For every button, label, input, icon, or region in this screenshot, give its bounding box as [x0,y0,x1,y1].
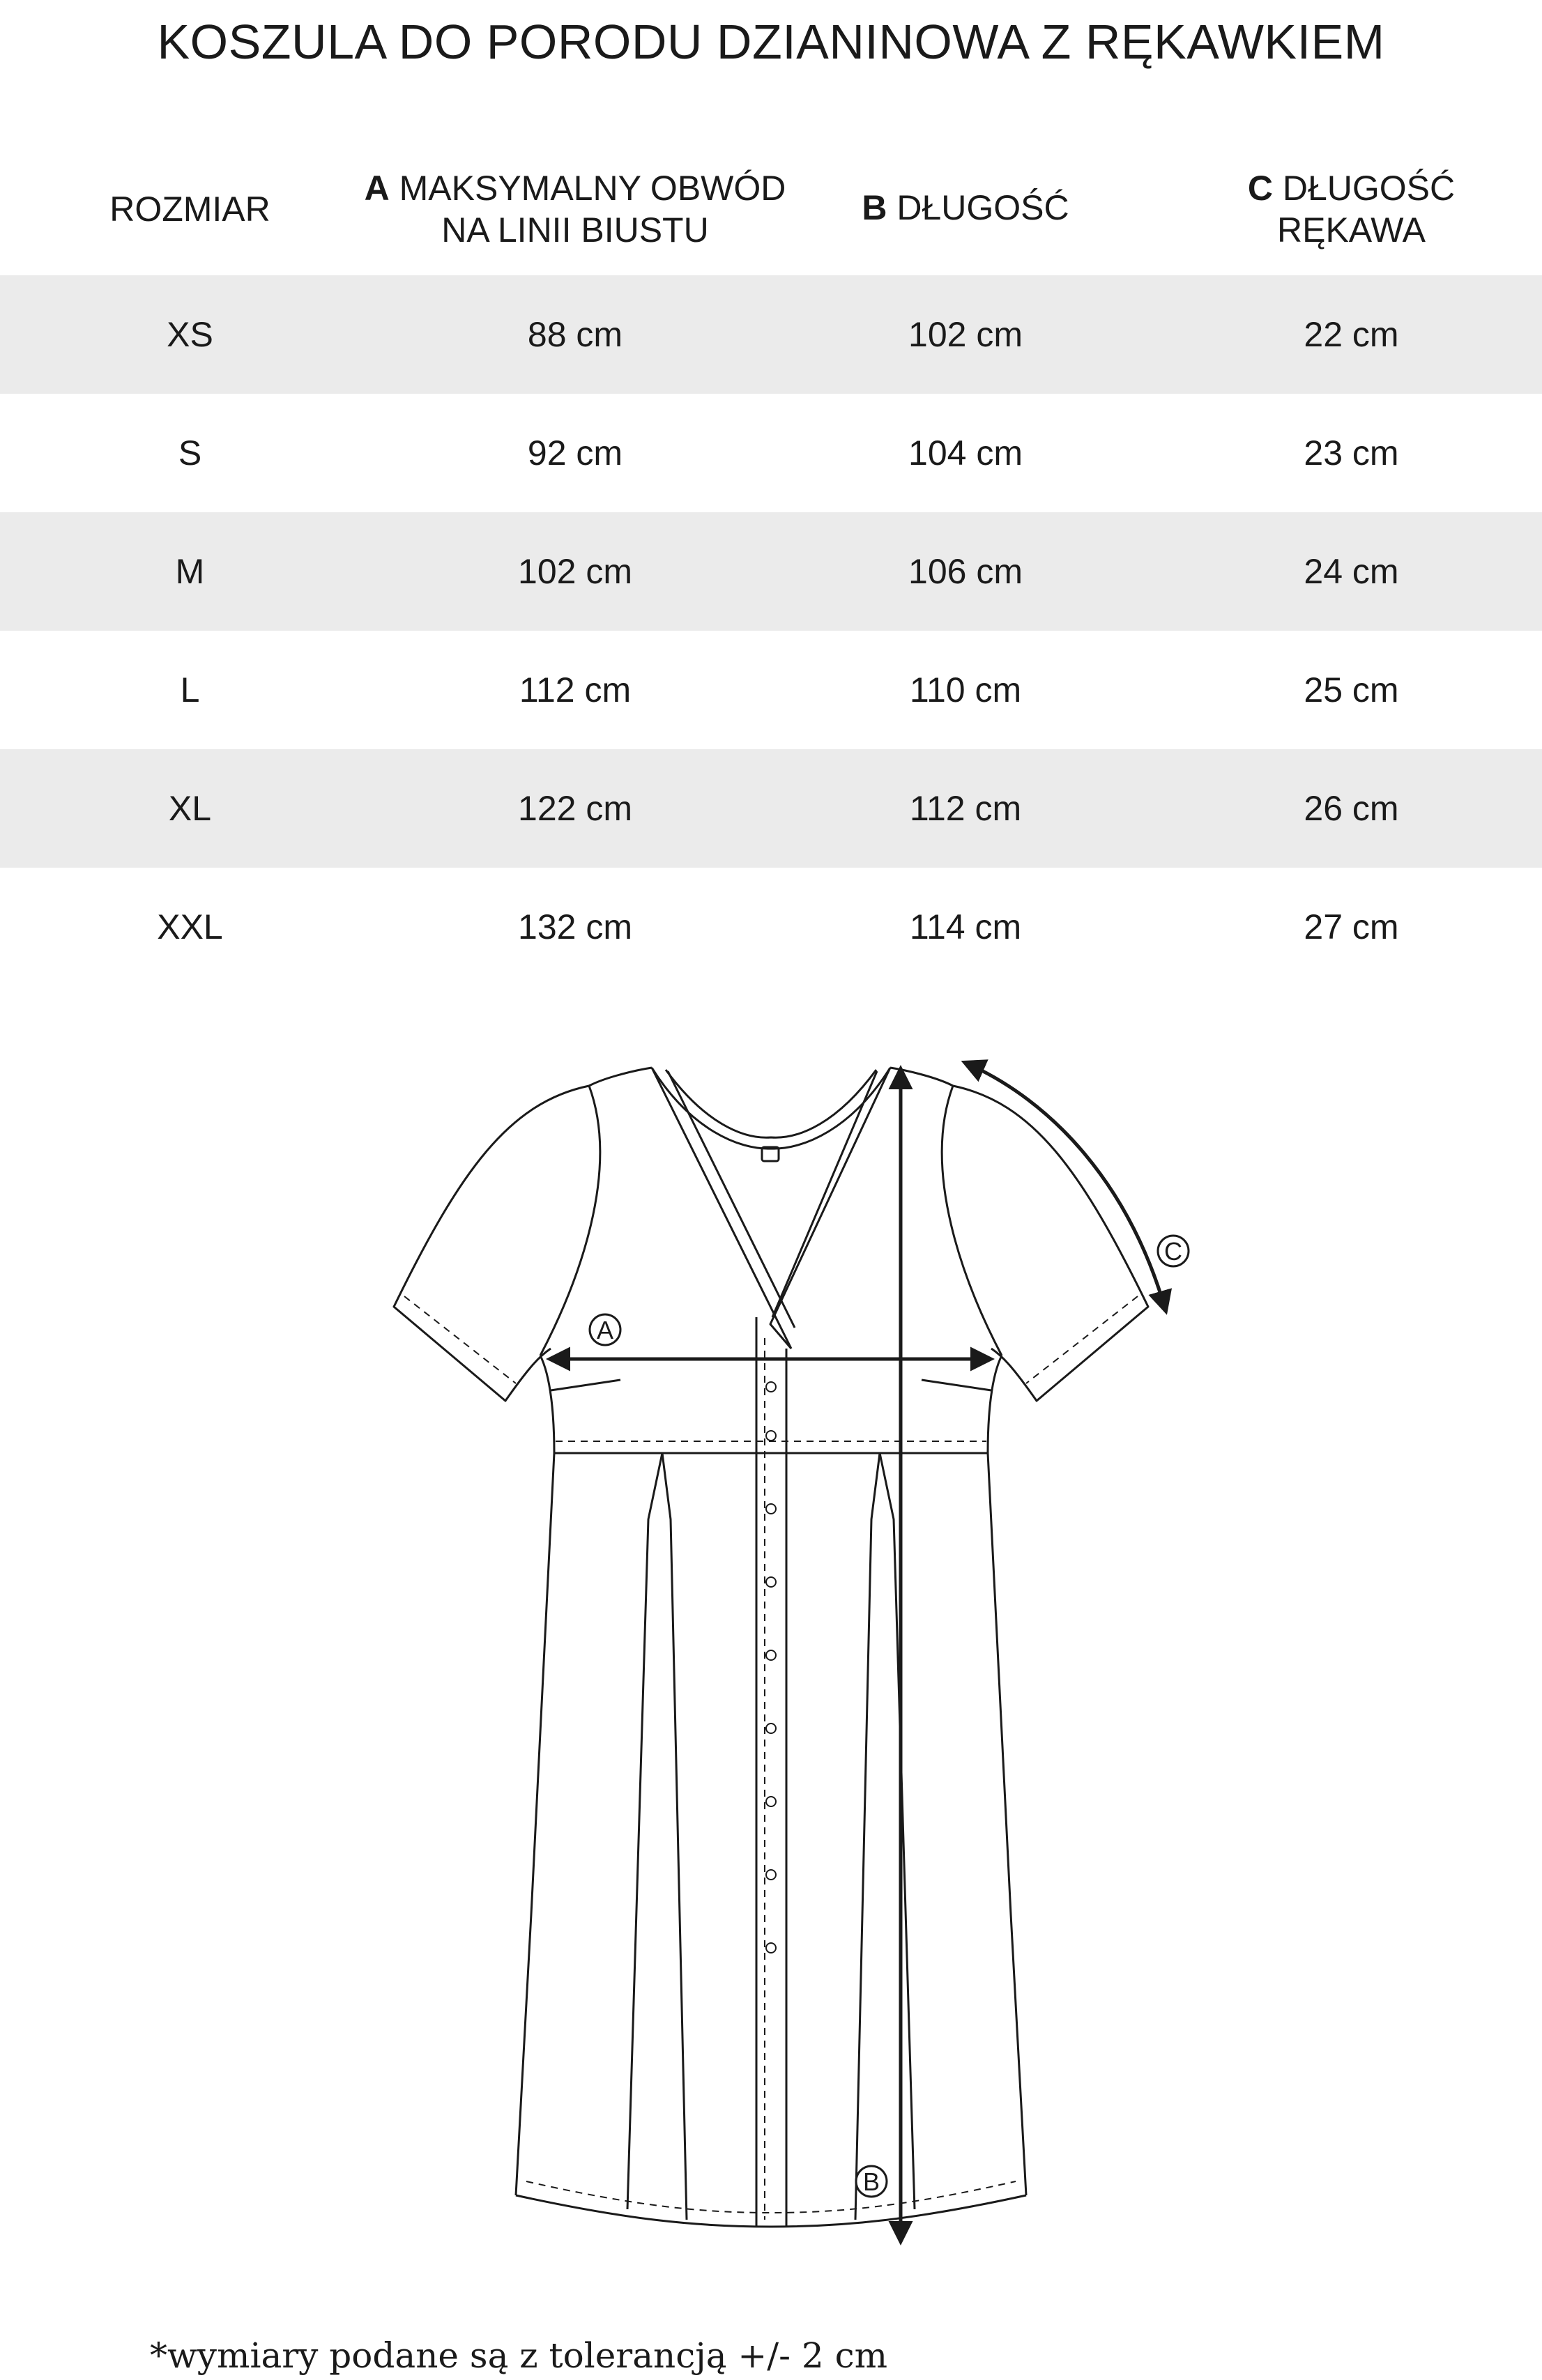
sleeve-cell: 26 cm [1304,789,1399,828]
table-row [0,631,1542,749]
label-c-marker [1158,1236,1189,1266]
length-cell: 110 cm [909,670,1022,709]
sleeve-cell: 25 cm [1304,670,1399,709]
header-a-line1: MAKSYMALNY OBWÓD [399,169,786,208]
bust-cell: 132 cm [518,907,632,946]
size-cell: L [180,670,200,709]
footnote: *wymiary podane są z tolerancją +/- 2 cm [150,2335,888,2376]
table-row [0,394,1542,512]
label-a-marker [590,1314,620,1345]
header-c-line2: RĘKAWA [1277,210,1426,249]
label-b-marker [856,2166,887,2197]
length-cell: 102 cm [908,315,1023,354]
length-cell: 112 cm [909,789,1022,828]
header-b [770,187,1161,229]
bust-cell: 92 cm [527,433,623,473]
header-c-line1: DŁUGOŚĆ [1282,169,1456,208]
table-row [0,512,1542,631]
size-cell: XS [167,315,213,354]
header-a-letter: A [364,169,390,208]
table-row [0,275,1542,394]
bust-cell: 102 cm [518,552,632,591]
header-a-line2: NA LINII BIUSTU [441,210,709,249]
sleeve-cell: 23 cm [1304,433,1399,473]
sleeve-cell: 22 cm [1304,315,1399,354]
length-cell: 114 cm [909,907,1022,946]
bust-cell: 122 cm [518,789,632,828]
table-row [0,749,1542,868]
header-size [0,188,380,230]
header-c-letter: C [1247,169,1273,208]
garment-diagram [0,1038,1542,2321]
garment-outline [394,1068,1148,2227]
label-a: A [596,1316,614,1344]
size-cell: XXL [157,907,223,946]
page-title: KOSZULA DO PORODU DZIANINOWA Z RĘKAWKIEM [157,15,1385,69]
header-b-letter: B [862,188,887,227]
stitch-lines [404,1296,1138,2220]
label-b: B [862,2167,880,2196]
bust-cell: 112 cm [519,670,632,709]
buttons [766,1382,776,1953]
size-cell: XL [168,789,212,828]
bust-cell: 88 cm [527,315,623,354]
sleeve-cell: 24 cm [1304,552,1399,591]
header-a [352,167,798,251]
size-cell: M [175,552,205,591]
size-cell: S [178,433,202,473]
label-c: C [1164,1237,1182,1266]
header-c [1161,167,1542,251]
header-b-label: DŁUGOŚĆ [896,188,1069,227]
sleeve-cell: 27 cm [1304,907,1399,946]
length-cell: 106 cm [908,552,1023,591]
length-cell: 104 cm [908,433,1023,473]
header-size-label: ROZMIAR [109,190,270,229]
table-row [0,868,1542,986]
